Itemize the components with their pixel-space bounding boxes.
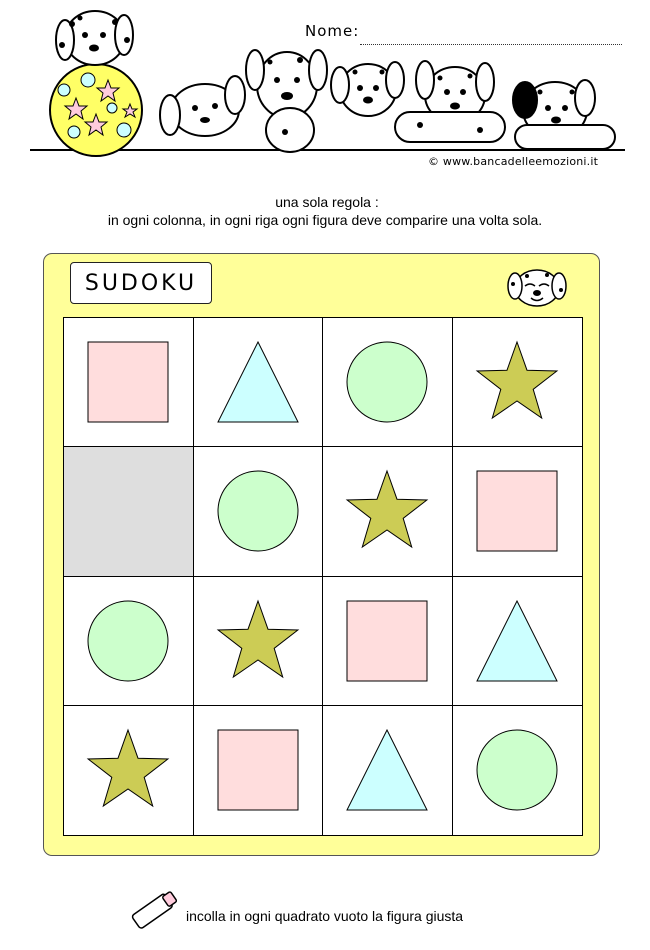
square-icon — [213, 725, 303, 815]
grid-cell — [194, 318, 324, 447]
square-icon — [472, 466, 562, 556]
grid-cell — [323, 706, 453, 835]
circle-shape — [347, 342, 427, 422]
triangle-shape — [218, 342, 298, 422]
triangle-shape — [477, 601, 557, 681]
square-icon — [83, 337, 173, 427]
copyright-text: © www.bancadelleemozioni.it — [428, 155, 599, 168]
circle-icon — [472, 725, 562, 815]
star-icon — [213, 596, 303, 686]
star-shape — [347, 471, 427, 547]
square-shape — [88, 342, 168, 422]
glue-stick-icon — [126, 884, 182, 936]
circle-shape — [218, 471, 298, 551]
circle-icon — [83, 596, 173, 686]
grid-cell — [64, 706, 194, 835]
name-field[interactable] — [360, 44, 622, 45]
triangle-icon — [213, 337, 303, 427]
circle-icon — [342, 337, 432, 427]
grid-cell — [64, 318, 194, 447]
star-shape — [477, 342, 557, 418]
grid-cell — [453, 447, 583, 576]
circle-icon — [213, 466, 303, 556]
rule-text: in ogni colonna, in ogni riga ogni figura deve comparire una volta sola. — [107, 212, 543, 228]
empty-cell[interactable] — [64, 447, 194, 576]
grid-cell — [64, 577, 194, 706]
rule-title: una sola regola : — [275, 194, 379, 210]
triangle-icon — [472, 596, 562, 686]
grid-cell — [453, 577, 583, 706]
star-icon — [472, 337, 562, 427]
triangle-icon — [342, 725, 432, 815]
sudoku-title: SUDOKU — [70, 262, 212, 304]
circle-shape — [477, 730, 557, 810]
name-label: Nome: — [305, 22, 360, 40]
grid-cell — [453, 706, 583, 835]
ball-icon — [50, 64, 142, 156]
grid-cell — [323, 318, 453, 447]
star-icon — [342, 466, 432, 556]
square-shape — [218, 730, 298, 810]
grid-cell — [323, 447, 453, 576]
grid-cell — [323, 577, 453, 706]
grid-cell — [194, 447, 324, 576]
triangle-shape — [347, 730, 427, 810]
circle-shape — [88, 601, 168, 681]
square-icon — [342, 596, 432, 686]
header — [0, 0, 650, 185]
square-shape — [477, 471, 557, 551]
grid-cell — [453, 318, 583, 447]
dog-face-icon — [505, 262, 569, 310]
star-shape — [218, 601, 298, 677]
footer-instruction: incolla in ogni quadrato vuoto la figura giusta — [186, 908, 464, 924]
sudoku-grid — [63, 317, 583, 836]
star-icon — [83, 725, 173, 815]
grid-cell — [194, 577, 324, 706]
square-shape — [347, 601, 427, 681]
grid-cell — [194, 706, 324, 835]
instructions — [0, 193, 650, 229]
star-shape — [88, 730, 168, 806]
